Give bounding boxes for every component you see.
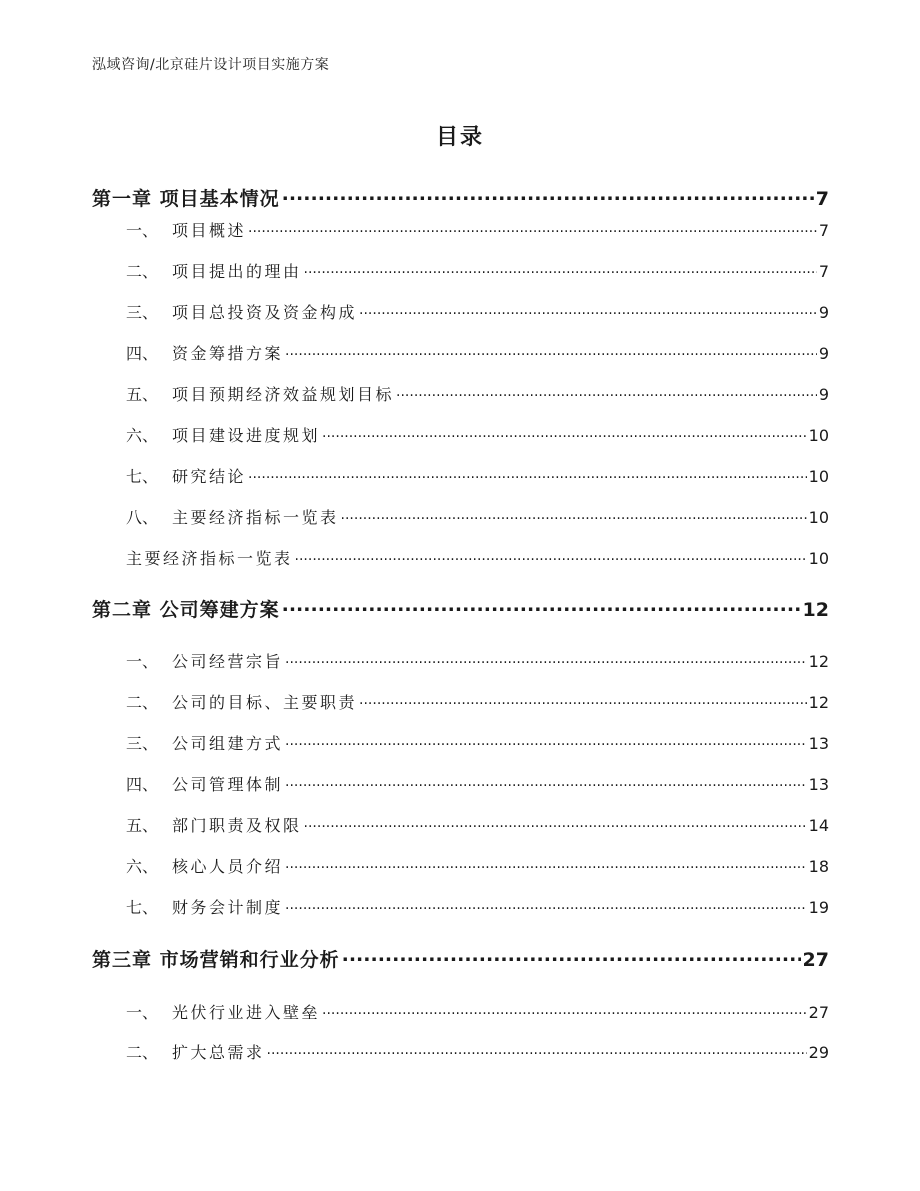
toc-entry-label — [126, 813, 302, 836]
toc-dot-leader — [295, 548, 807, 564]
toc-entry-label — [92, 945, 340, 972]
toc-section-entry[interactable] — [92, 731, 829, 754]
toc-section-entry[interactable] — [92, 546, 829, 569]
toc-entry-label — [126, 1000, 320, 1023]
toc-section-entry[interactable] — [92, 1040, 829, 1063]
toc-entry-number: 八、 — [126, 508, 159, 527]
toc-entry-text: 光伏行业进入壁垒 — [172, 1003, 321, 1022]
toc-entry-page-number: 9 — [818, 344, 829, 363]
toc-section-entry[interactable] — [92, 813, 829, 836]
toc-dot-leader — [359, 692, 807, 708]
toc-dot-leader — [359, 302, 817, 318]
toc-entry-page-number: 10 — [808, 508, 829, 527]
toc-entry-page-number: 7 — [818, 262, 829, 281]
toc-entry-label — [126, 259, 302, 282]
toc-entry-label — [126, 1040, 265, 1063]
toc-dot-leader — [341, 507, 807, 523]
toc-entry-page-number: 12 — [808, 693, 829, 712]
toc-dot-leader — [282, 597, 801, 616]
toc-dot-leader — [285, 897, 807, 913]
toc-entry-page-number: 12 — [802, 599, 829, 621]
toc-entry-label — [126, 505, 339, 528]
toc-dot-leader — [285, 774, 807, 790]
toc-entry-number: 四、 — [126, 775, 159, 794]
toc-entry-text: 扩大总需求 — [172, 1043, 265, 1062]
toc-section-entry[interactable] — [92, 218, 829, 241]
toc-entry-text: 项目概述 — [172, 221, 247, 240]
toc-entry-label — [92, 184, 280, 211]
toc-dot-leader — [396, 384, 817, 400]
toc-entry-label — [126, 649, 283, 672]
toc-entry-number: 七、 — [126, 467, 159, 486]
table-of-contents — [92, 0, 829, 1191]
toc-entry-page-number: 10 — [808, 467, 829, 486]
toc-entry-text: 财务会计制度 — [172, 898, 284, 917]
toc-entry-page-number: 13 — [808, 775, 829, 794]
toc-entry-label — [126, 895, 283, 918]
toc-entry-text: 公司组建方式 — [172, 734, 284, 753]
toc-entry-page-number: 13 — [808, 734, 829, 753]
toc-entry-page-number: 27 — [808, 1003, 829, 1022]
toc-section-entry[interactable] — [92, 505, 829, 528]
toc-entry-text: 第一章 项目基本情况 — [92, 188, 280, 210]
toc-entry-text: 项目总投资及资金构成 — [172, 303, 358, 322]
toc-entry-label — [126, 218, 246, 241]
toc-entry-text: 公司经营宗旨 — [172, 652, 284, 671]
toc-section-entry[interactable] — [92, 259, 829, 282]
toc-entry-text: 公司管理体制 — [172, 775, 284, 794]
toc-entry-text: 主要经济指标一览表 — [126, 549, 293, 568]
toc-section-entry[interactable] — [92, 423, 829, 446]
toc-entry-page-number: 7 — [818, 221, 829, 240]
toc-section-entry[interactable] — [92, 649, 829, 672]
toc-entry-number: 二、 — [126, 693, 159, 712]
toc-entry-page-number: 18 — [808, 857, 829, 876]
toc-entry-number: 一、 — [126, 1003, 159, 1022]
toc-entry-page-number: 10 — [808, 426, 829, 445]
toc-entry-page-number: 10 — [808, 549, 829, 568]
toc-entry-number: 七、 — [126, 898, 159, 917]
toc-entry-number: 六、 — [126, 857, 159, 876]
toc-entry-label — [92, 595, 280, 622]
toc-entry-number: 三、 — [126, 303, 159, 322]
toc-entry-text: 研究结论 — [172, 467, 247, 486]
toc-entry-text: 部门职责及权限 — [172, 816, 302, 835]
toc-entry-text: 核心人员介绍 — [172, 857, 284, 876]
toc-entry-text: 主要经济指标一览表 — [172, 508, 339, 527]
toc-entry-page-number: 7 — [815, 188, 829, 210]
toc-dot-leader — [248, 466, 807, 482]
toc-dot-leader — [267, 1042, 807, 1058]
toc-entry-page-number: 9 — [818, 385, 829, 404]
toc-section-entry[interactable] — [92, 895, 829, 918]
toc-dot-leader — [248, 220, 817, 236]
toc-entry-text: 项目预期经济效益规划目标 — [172, 385, 395, 404]
toc-dot-leader — [322, 1002, 807, 1018]
toc-dot-leader — [285, 733, 807, 749]
toc-section-entry[interactable] — [92, 464, 829, 487]
toc-entry-text: 项目提出的理由 — [172, 262, 302, 281]
toc-chapter-entry[interactable] — [92, 595, 829, 622]
toc-entry-page-number: 19 — [808, 898, 829, 917]
toc-dot-leader — [304, 261, 817, 277]
toc-title: 目录 — [435, 125, 484, 150]
toc-entry-number: 三、 — [126, 734, 159, 753]
toc-entry-number: 一、 — [126, 652, 159, 671]
toc-entry-page-number: 14 — [808, 816, 829, 835]
toc-chapter-entry[interactable] — [92, 184, 829, 211]
toc-dot-leader — [322, 425, 807, 441]
toc-entry-label — [126, 423, 320, 446]
toc-entry-label — [126, 464, 246, 487]
toc-entry-label — [126, 731, 283, 754]
toc-dot-leader — [304, 815, 807, 831]
toc-dot-leader — [342, 947, 801, 966]
toc-entry-label — [126, 854, 283, 877]
toc-entry-label — [126, 546, 293, 569]
toc-section-entry[interactable] — [92, 854, 829, 877]
toc-entry-text: 公司的目标、主要职责 — [172, 693, 358, 712]
toc-section-entry[interactable] — [92, 1000, 829, 1023]
toc-entry-label — [126, 690, 357, 713]
toc-entry-number: 二、 — [126, 262, 159, 281]
toc-entry-text: 项目建设进度规划 — [172, 426, 321, 445]
toc-entry-label — [126, 300, 357, 323]
toc-entry-label — [126, 341, 283, 364]
toc-entry-number: 二、 — [126, 1043, 159, 1062]
toc-section-entry[interactable] — [92, 341, 829, 364]
toc-section-entry[interactable] — [92, 690, 829, 713]
toc-entry-page-number: 9 — [818, 303, 829, 322]
toc-chapter-entry[interactable] — [92, 945, 829, 972]
toc-section-entry[interactable] — [92, 300, 829, 323]
toc-dot-leader — [285, 343, 817, 359]
toc-entry-label — [126, 772, 283, 795]
toc-entry-number: 四、 — [126, 344, 159, 363]
toc-entry-page-number: 29 — [808, 1043, 829, 1062]
toc-entry-page-number: 27 — [802, 949, 829, 971]
toc-entry-page-number: 12 — [808, 652, 829, 671]
toc-entry-number: 一、 — [126, 221, 159, 240]
toc-section-entry[interactable] — [92, 772, 829, 795]
toc-section-entry[interactable] — [92, 382, 829, 405]
toc-entry-text: 第二章 公司筹建方案 — [92, 599, 280, 621]
page-header: 泓域咨询/北京硅片设计项目实施方案 — [92, 57, 330, 73]
toc-entry-number: 五、 — [126, 385, 159, 404]
toc-entry-number: 六、 — [126, 426, 159, 445]
toc-entry-text: 资金筹措方案 — [172, 344, 284, 363]
toc-entry-number: 五、 — [126, 816, 159, 835]
toc-dot-leader — [282, 186, 814, 205]
toc-entry-text: 第三章 市场营销和行业分析 — [92, 949, 340, 971]
toc-entry-label — [126, 382, 394, 405]
toc-dot-leader — [285, 856, 807, 872]
toc-dot-leader — [285, 651, 807, 667]
